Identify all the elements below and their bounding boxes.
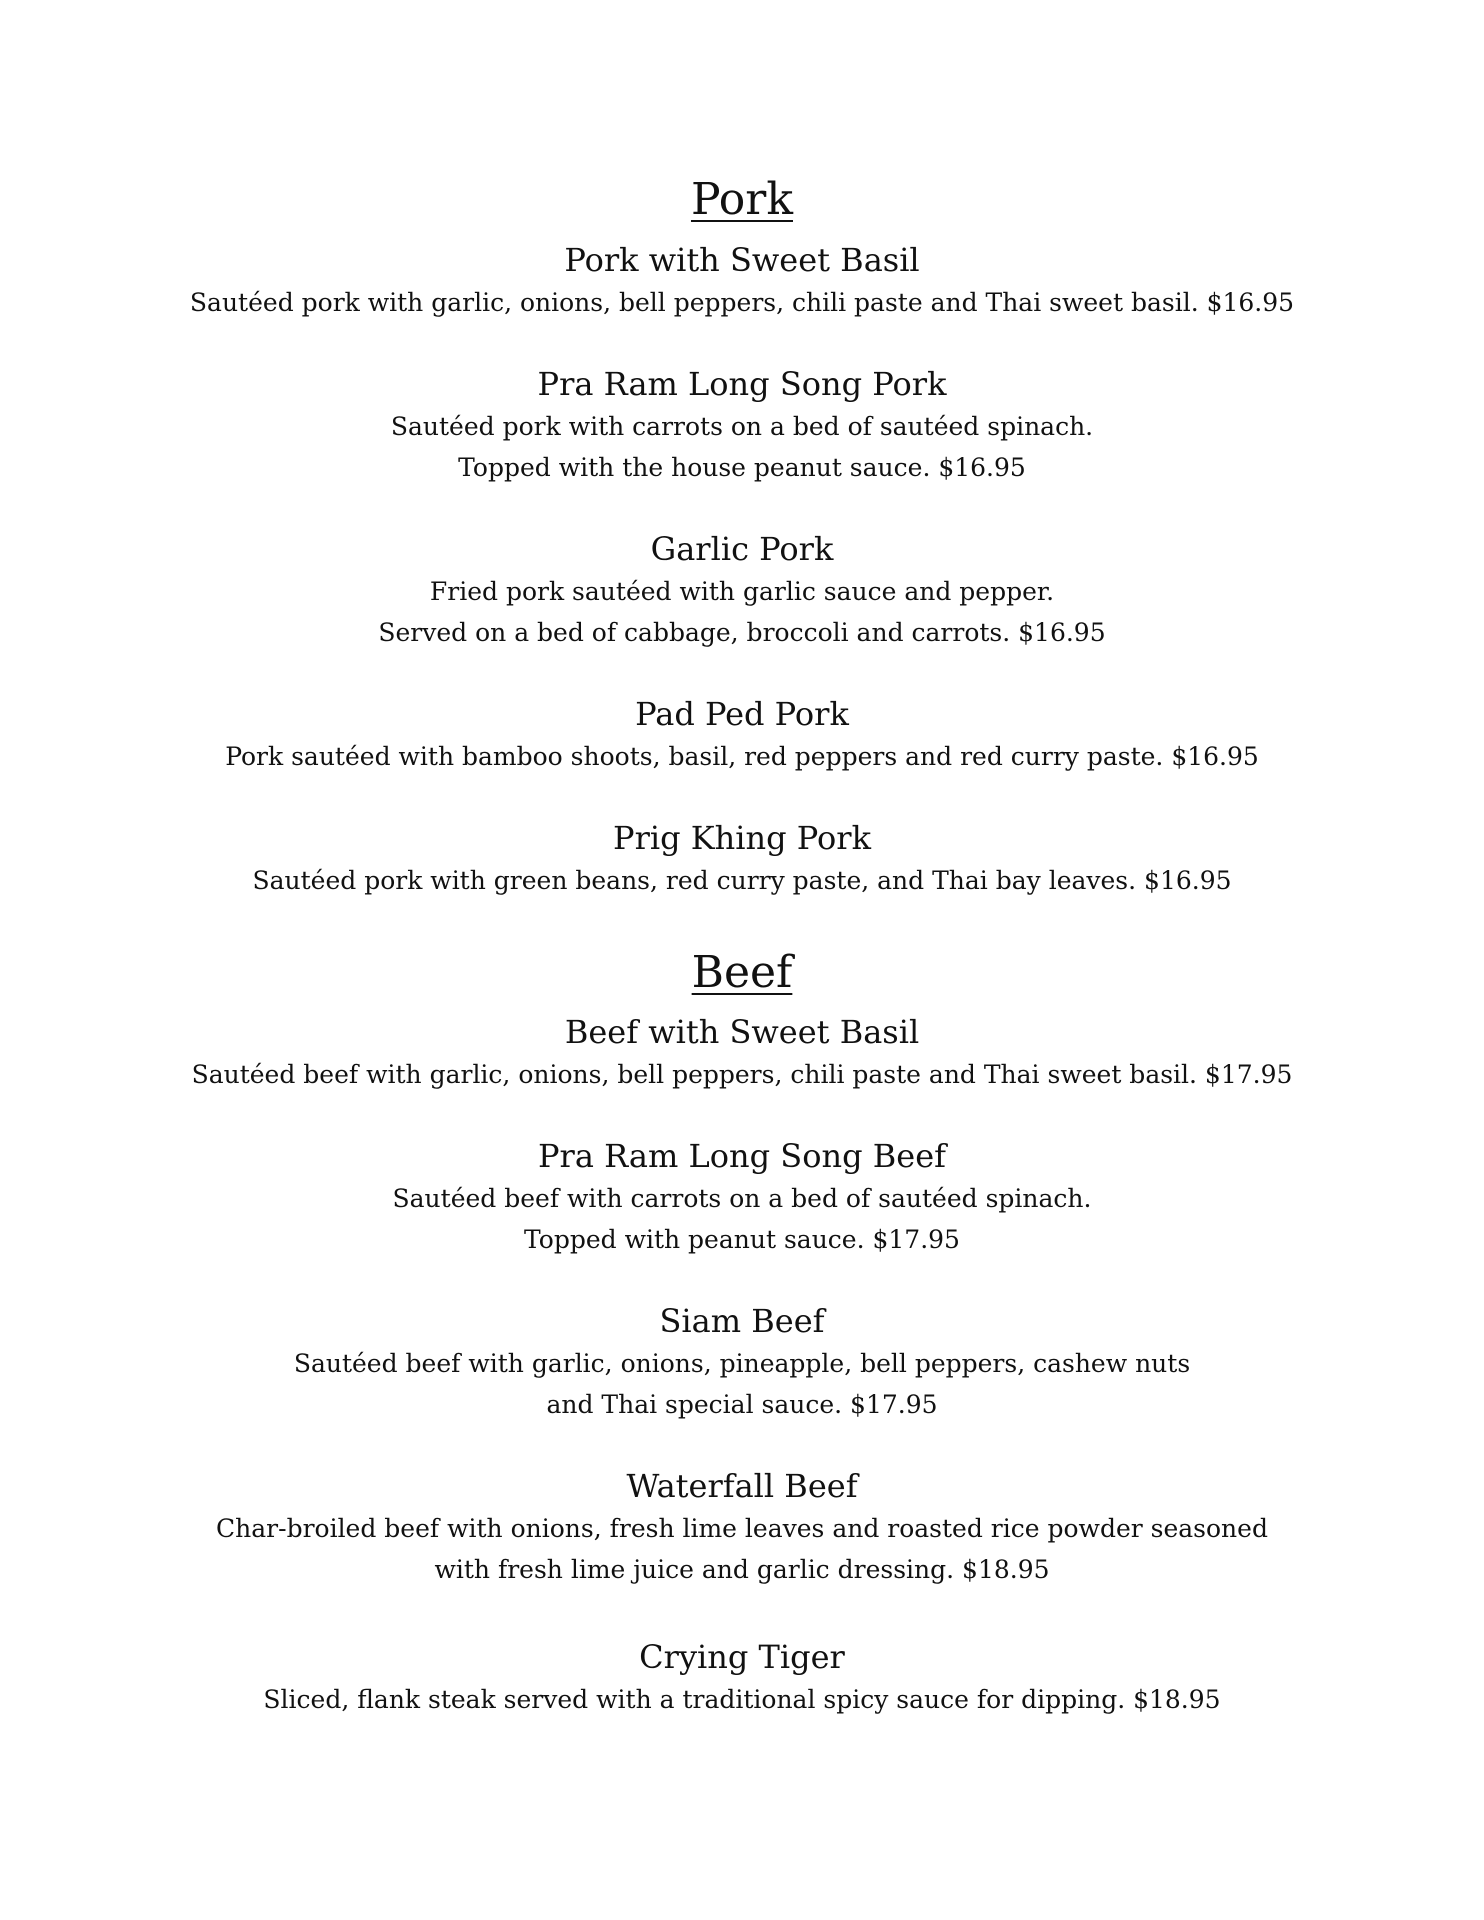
menu-item (0, 1010, 1484, 1095)
menu-item-description: Char-broiled beef with onions, fresh lime leaves and roasted rice powder seasoned (216, 1514, 1268, 1543)
menu-item (0, 1299, 1484, 1425)
menu-item-name: Pad Ped Pork (635, 695, 849, 733)
menu-item-description: Sautéed pork with green beans, red curry paste, and Thai bay leaves. $16.95 (252, 866, 1232, 895)
menu-item (0, 362, 1484, 488)
menu-item (0, 1134, 1484, 1260)
menu-item (0, 238, 1484, 323)
menu-item-description: Topped with the house peanut sauce. $16.95 (458, 453, 1026, 482)
menu-item-name: Siam Beef (659, 1302, 825, 1340)
menu-item (0, 527, 1484, 653)
menu-item (0, 816, 1484, 901)
menu-item-description: Pork sautéed with bamboo shoots, basil, red peppers and red curry paste. $16.95 (225, 742, 1259, 771)
menu-item-name: Garlic Pork (650, 530, 834, 568)
menu-item-description: with fresh lime juice and garlic dressing. $18.95 (434, 1555, 1050, 1584)
menu-item-description: Sautéed pork with garlic, onions, bell peppers, chili paste and Thai sweet basil. $16.95 (189, 288, 1295, 317)
menu-item-description: Sautéed beef with garlic, onions, bell peppers, chili paste and Thai sweet basil. $17.95 (191, 1060, 1293, 1089)
menu-item-description: and Thai special sauce. $17.95 (546, 1390, 938, 1419)
section-title-beef: Beef (691, 947, 793, 998)
menu-item-description: Fried pork sautéed with garlic sauce and pepper. (429, 577, 1055, 606)
menu-item-description: Served on a bed of cabbage, broccoli and carrots. $16.95 (378, 618, 1106, 647)
menu-item (0, 1464, 1484, 1590)
menu-item-name: Pra Ram Long Song Pork (537, 365, 947, 403)
menu-item-name: Beef with Sweet Basil (564, 1013, 920, 1051)
menu-item-name: Pork with Sweet Basil (564, 241, 920, 279)
menu-item-name: Waterfall Beef (626, 1467, 858, 1505)
menu-item-description: Topped with peanut sauce. $17.95 (524, 1225, 960, 1254)
menu-item-description: Sautéed beef with carrots on a bed of sautéed spinach. (392, 1184, 1092, 1213)
menu-item (0, 692, 1484, 777)
section-title-pork: Pork (690, 174, 793, 225)
menu-item-name: Prig Khing Pork (613, 819, 871, 857)
menu-item-name: Pra Ram Long Song Beef (538, 1137, 946, 1175)
menu-item-description: Sliced, flank steak served with a traditional spicy sauce for dipping. $18.95 (263, 1685, 1221, 1714)
menu-item (0, 1635, 1484, 1720)
menu-item-description: Sautéed pork with carrots on a bed of sautéed spinach. (390, 412, 1094, 441)
menu-item-description: Sautéed beef with garlic, onions, pineapple, bell peppers, cashew nuts (293, 1349, 1191, 1378)
menu-item-name: Crying Tiger (639, 1638, 845, 1676)
